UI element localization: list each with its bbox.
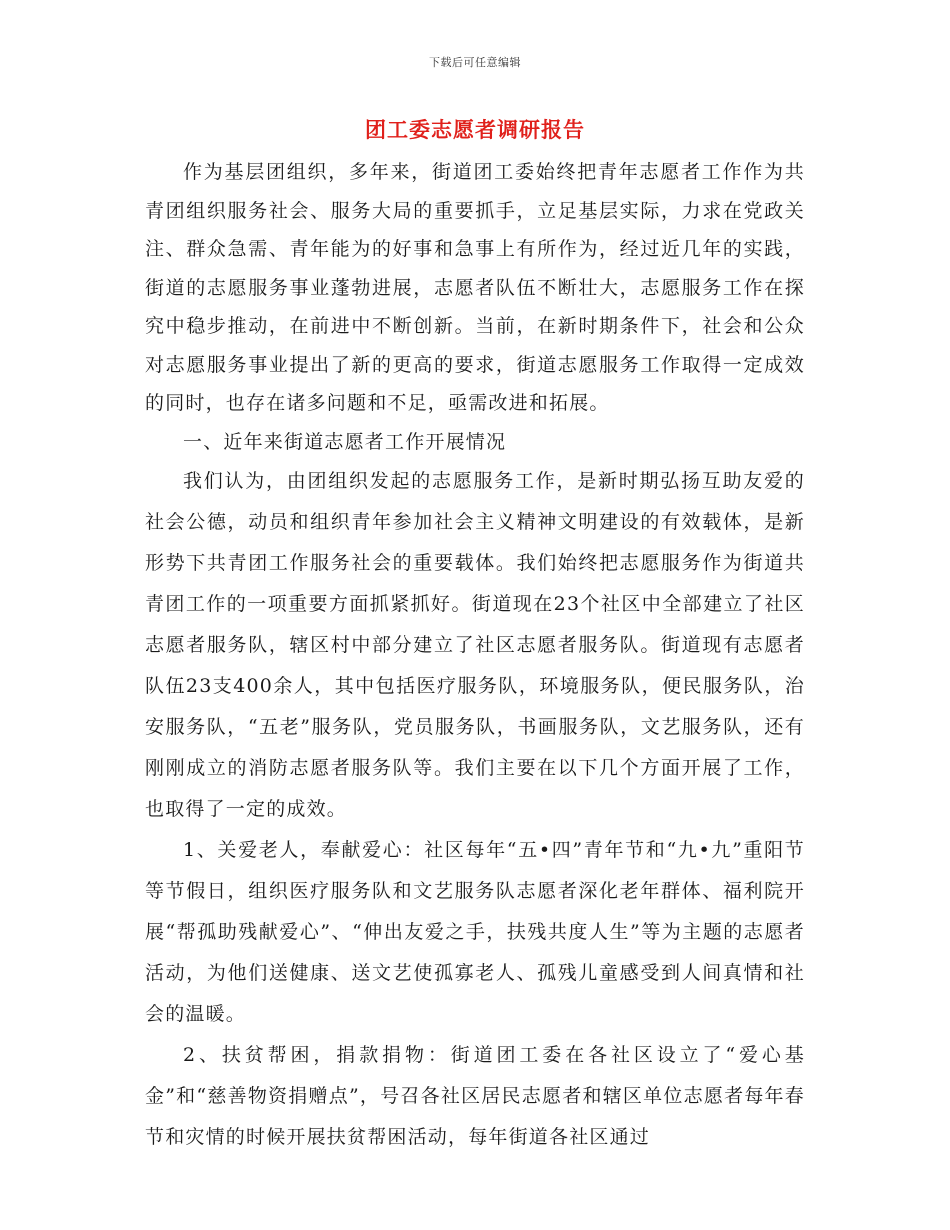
document-title: 团工委志愿者调研报告 xyxy=(365,117,585,142)
paragraph-intro: 作为基层团组织，多年来，街道团工委始终把青年志愿者工作作为共青团组织服务社会、服务大局的重要抓手，立足基层实际，力求在党政关注、群众急需、青年能为的好事和急事上有所作为，经过近几年的实践，街道的志愿服务事业蓬勃进展，志愿者队伍不断壮大，志愿服务工作在探究中稳步推动，在前进中不断创新。当前，在新时期条件下，社会和公众对志愿服务事业提出了新的更高的要求，街道志愿服务工作取得一定成效的同时，也存在诸多问题和不足，亟需改进和拓展。 xyxy=(145,161,805,414)
paragraph-item-1: 1、关爱老人，奉献爱心：社区每年“五•四”青年节和“九•九”重阳节等节假日，组织医疗服务队和文艺服务队志愿者深化老年群体、福利院开展“帮孤助残献爱心”、“伸出友爱之手，扶残共度人生”等为主题的志愿者活动，为他们送健康、送文艺使孤寡老人、孤残儿童感受到人间真情和社会的温暖。 xyxy=(145,839,805,1025)
document-body xyxy=(145,153,805,1158)
paragraph-overview: 我们认为，由团组织发起的志愿服务工作，是新时期弘扬互助友爱的社会公德，动员和组织青年参加社会主义精神文明建设的有效载体，是新形势下共青团工作服务社会的重要载体。我们始终把志愿服务作为街道共青团工作的一项重要方面抓紧抓好。街道现在23个社区中全部建立了社区志愿者服务队，辖区村中部分建立了社区志愿者服务队。街道现有志愿者队伍23支400余人，其中包括医疗服务队，环境服务队，便民服务队，治安服务队，“五老”服务队，党员服务队，书画服务队，文艺服务队，还有刚刚成立的消防志愿者服务队等。我们主要在以下几个方面开展了工作，也取得了一定的成效。 xyxy=(145,470,805,820)
section-heading: 一、近年来街道志愿者工作开展情况 xyxy=(183,430,507,453)
header-note: 下载后可任意编辑 xyxy=(429,56,521,69)
paragraph-item-2: 2、扶贫帮困，捐款捐物：街道团工委在各社区设立了“爱心基金”和“慈善物资捐赠点”，号召各社区居民志愿者和辖区单位志愿者每年春节和灾情的时候开展扶贫帮困活动，每年街道各社区通过 xyxy=(145,1044,805,1148)
